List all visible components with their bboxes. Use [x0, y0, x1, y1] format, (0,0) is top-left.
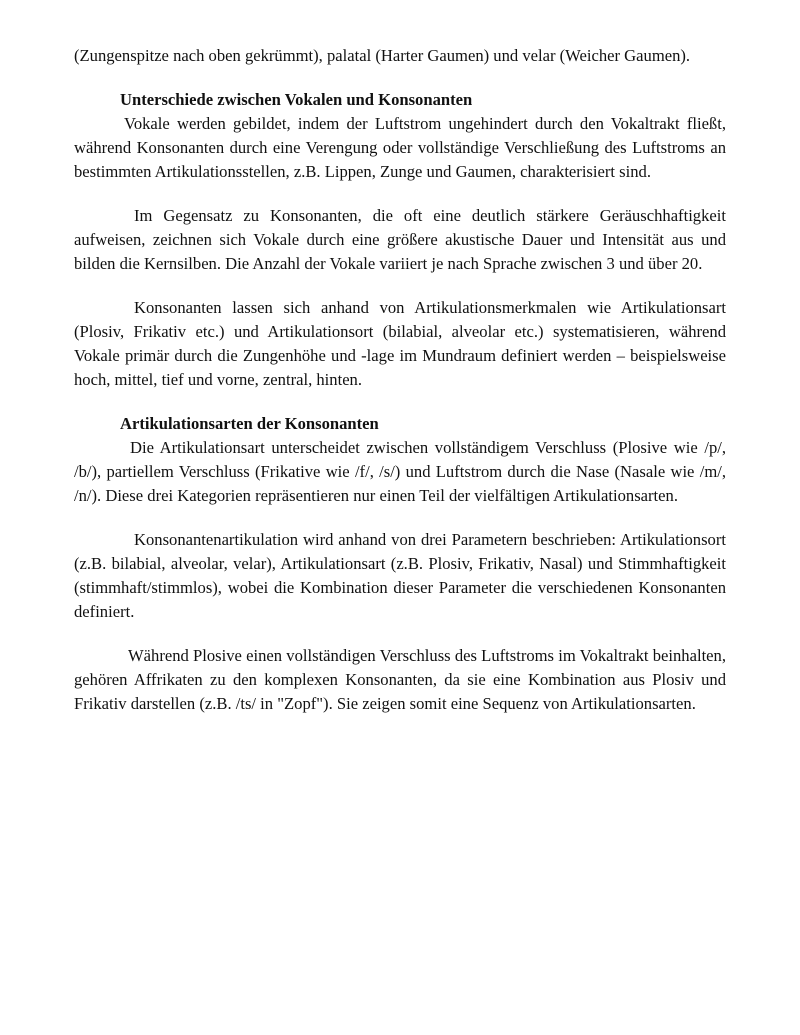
section-heading-articulation-types: Artikulationsarten der Konsonanten	[120, 414, 379, 433]
paragraph-systematization: Konsonanten lassen sich anhand von Artikulationsmerkmalen wie Artikulationsart (Plosiv, Frikativ etc.) und Artikulationsort (bilabial, alveolar etc.) systematisieren, während Vokale primär durch die Zungenhöhe und -lage im Mundraum definiert werden – beispielsweise hoch, mittel, tief und vorne, zentral, hinten.	[74, 298, 726, 389]
paragraph-vowel-contrast: Im Gegensatz zu Konsonanten, die oft eine deutlich stärkere Geräuschhaftigkeit aufweisen, zeichnen sich Vokale durch eine größere akustische Dauer und Intensität aus und bilden die Kernsilben. Die Anzahl der Vokale variiert je nach Sprache zwischen 3 und über 20.	[74, 206, 726, 273]
section-heading-vowels-consonants: Unterschiede zwischen Vokalen und Konsonanten	[120, 90, 473, 109]
document-page	[74, 44, 726, 716]
paragraph-vowel-formation: Vokale werden gebildet, indem der Luftstrom ungehindert durch den Vokaltrakt fließt, während Konsonanten durch eine Verengung oder vollständige Verschließung des Luftstroms an bestimmten Artikulationsstellen, z.B. Lippen, Zunge und Gaumen, charakterisiert sind.	[74, 114, 726, 181]
intro-paragraph: (Zungenspitze nach oben gekrümmt), palatal (Harter Gaumen) und velar (Weicher Gaumen).	[74, 46, 691, 65]
paragraph-articulation-type: Die Artikulationsart unterscheidet zwischen vollständigem Verschluss (Plosive wie /p/, /b/), partiellem Verschluss (Frikative wie /f/, /s/) und Luftstrom durch die Nase (Nasale wie /m/, /n/). Diese drei Kategorien repräsentieren nur einen Teil der vielfältigen Artikulationsarten.	[74, 438, 726, 505]
paragraph-affricates: Während Plosive einen vollständigen Verschluss des Luftstroms im Vokaltrakt beinhalten, gehören Affrikaten zu den komplexen Konsonanten, da sie eine Kombination aus Plosiv und Frikativ darstellen (z.B. /ts/ in "Zopf"). Sie zeigen somit eine Sequenz von Artikulationsarten.	[74, 646, 726, 713]
paragraph-parameters: Konsonantenartikulation wird anhand von drei Parametern beschrieben: Artikulationsort (z.B. bilabial, alveolar, velar), Artikulationsart (z.B. Plosiv, Frikativ, Nasal) und Stimmhaftigkeit (stimmhaft/stimmlos), wobei die Kombination dieser Parameter die verschiedenen Konsonanten definiert.	[74, 530, 726, 621]
